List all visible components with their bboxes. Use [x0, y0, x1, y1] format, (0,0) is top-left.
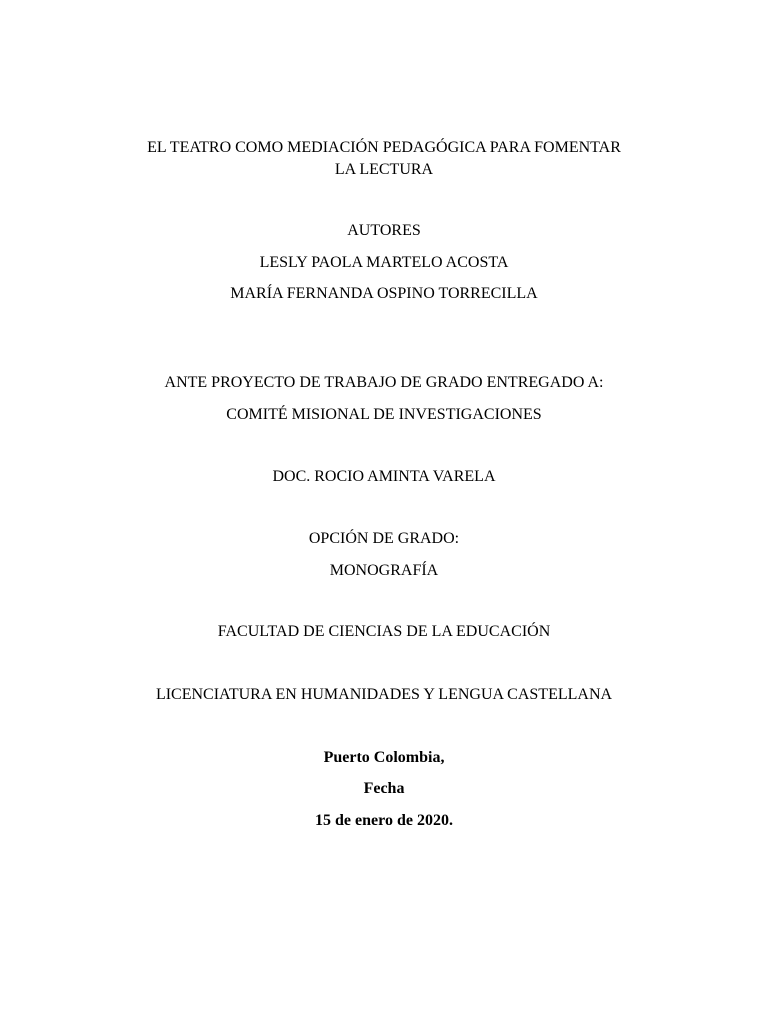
- author-name: MARÍA FERNANDA OSPINO TORRECILLA: [230, 285, 538, 302]
- authors-label: AUTORES: [347, 222, 421, 239]
- date-value: 15 de enero de 2020.: [315, 812, 453, 829]
- city: Puerto Colombia,: [323, 749, 445, 766]
- submission-statement: ANTE PROYECTO DE TRABAJO DE GRADO ENTREGADO A:: [164, 374, 604, 391]
- faculty-name: FACULTAD DE CIENCIAS DE LA EDUCACIÓN: [217, 623, 551, 640]
- advisor-name: DOC. ROCIO AMINTA VARELA: [272, 468, 496, 485]
- document-title-line-2: LA LECTURA: [334, 161, 434, 178]
- degree-option-label: OPCIÓN DE GRADO:: [308, 530, 460, 547]
- author-name: LESLY PAOLA MARTELO ACOSTA: [259, 254, 509, 271]
- degree-option-value: MONOGRAFÍA: [329, 562, 439, 579]
- date-label: Fecha: [363, 780, 405, 797]
- committee-name: COMITÉ MISIONAL DE INVESTIGACIONES: [226, 406, 542, 423]
- program-name: LICENCIATURA EN HUMANIDADES Y LENGUA CASTELLANA: [155, 686, 613, 703]
- document-title-line-1: EL TEATRO COMO MEDIACIÓN PEDAGÓGICA PARA FOMENTAR: [147, 139, 621, 156]
